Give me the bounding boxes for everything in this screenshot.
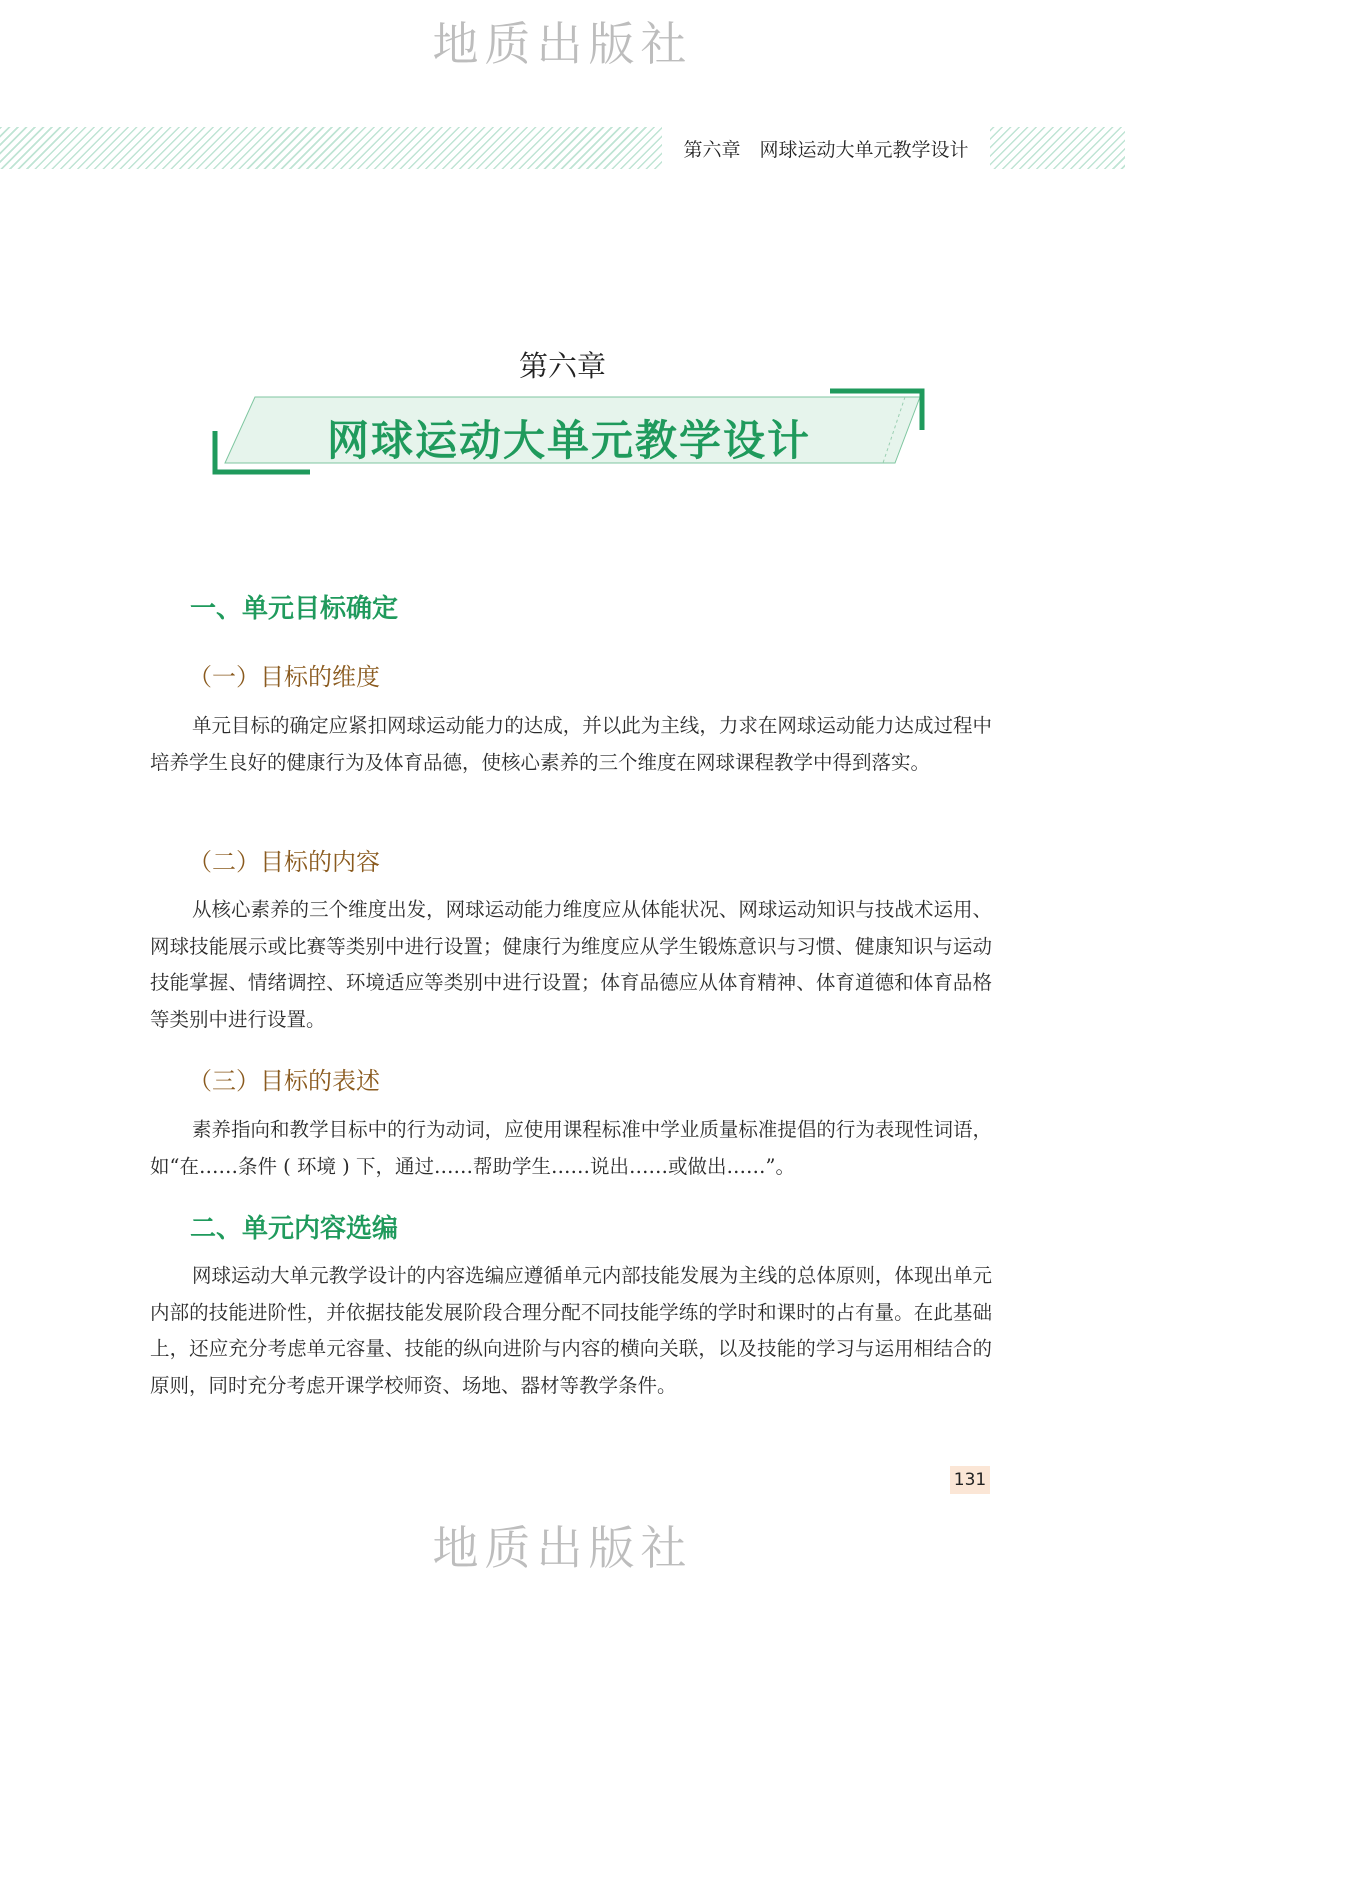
running-header: 第六章 网球运动大单元教学设计 <box>662 127 990 169</box>
page-number: 131 <box>950 1466 990 1494</box>
paragraph-goal-dimensions: 单元目标的确定应紧扣网球运动能力的达成，并以此为主线，力求在网球运动能力达成过程中培养学生良好的健康行为及体育品德，使核心素养的三个维度在网球课程教学中得到落实。 <box>150 714 992 774</box>
subheading-goal-content: （二）目标的内容 <box>188 848 380 876</box>
paragraph-goal-content: 从核心素养的三个维度出发，网球运动能力维度应从体能状况、网球运动知识与技战术运用、网球技能展示或比赛等类别中进行设置；健康行为维度应从学生锻炼意识与习惯、健康知识与运动技能掌握、情绪调控、环境适应等类别中进行设置；体育品德应从体育精神、体育道德和体育品格等类别中进行设置。 <box>150 898 992 1031</box>
chapter-label: 第六章 <box>518 349 606 383</box>
paragraph-content-selection: 网球运动大单元教学设计的内容选编应遵循单元内部技能发展为主线的总体原则，体现出单元内部的技能进阶性，并依据技能发展阶段合理分配不同技能学练的学时和课时的占有量。在此基础上，还应充分考虑单元容量、技能的纵向进阶与内容的横向关联，以及技能的学习与运用相结合的原则，同时充分考虑开课学校师资、场地、器材等教学条件。 <box>150 1264 992 1397</box>
subheading-goal-dimensions: （一）目标的维度 <box>188 663 380 691</box>
section-heading-unit-goals: 一、单元目标确定 <box>190 594 399 624</box>
watermark-bottom: 地质出版社 <box>432 1521 693 1575</box>
section-heading-content-selection: 二、单元内容选编 <box>190 1214 399 1244</box>
chapter-title: 网球运动大单元教学设计 <box>326 416 811 465</box>
subheading-goal-statement: （三）目标的表述 <box>188 1067 380 1095</box>
paragraph-goal-statement: 素养指向和教学目标中的行为动词，应使用课程标准中学业质量标准提倡的行为表现性词语，如“在……条件 ( 环境 ) 下，通过……帮助学生……说出……或做出……”。 <box>150 1118 992 1178</box>
watermark-top: 地质出版社 <box>432 17 693 71</box>
